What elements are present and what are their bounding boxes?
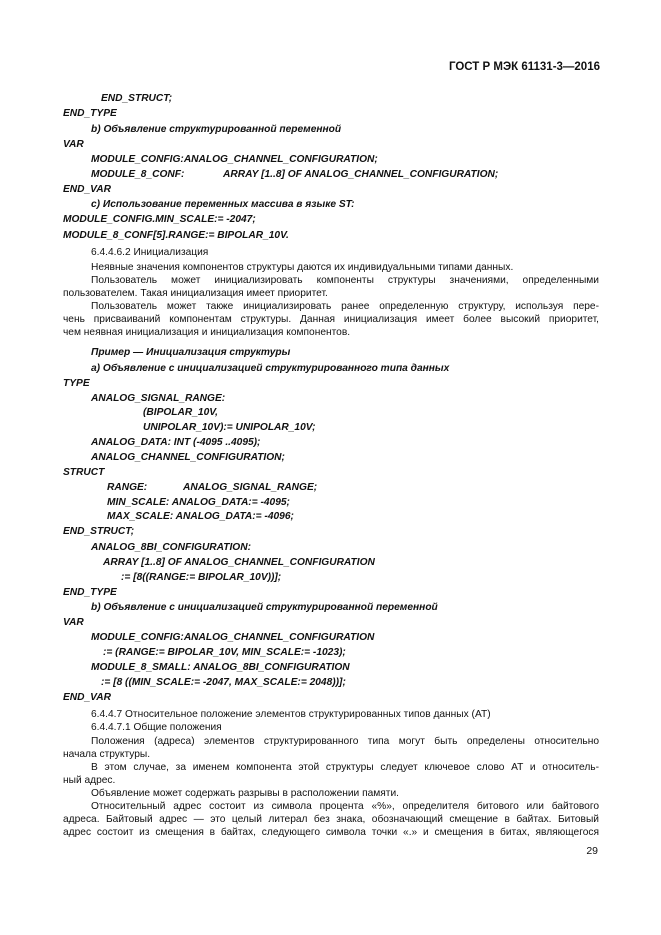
code-line: MODULE_8_SMALL: ANALOG_8BI_CONFIGURATION [91, 662, 350, 673]
paragraph-line: В этом случае, за именем компонента этой структуры следует ключевое слово AT и относитель- [91, 762, 599, 773]
paragraph-line: пользователем. Такая инициализация имеет приоритет. [63, 288, 328, 299]
paragraph-line: начала структуры. [63, 749, 151, 760]
paragraph-line: Объявление может содержать разрывы в расположении памяти. [91, 788, 399, 799]
paragraph-line: Неявные значения компонентов структуры даются их индивидуальными типами данных. [91, 262, 514, 273]
code-line: STRUCT [63, 467, 105, 478]
paragraph-line: адрес состоит из смещения в байтах, следующего символа точки «.» и смещения в битах, являющегося [63, 827, 599, 838]
code-line: RANGE: [107, 482, 148, 493]
code-line: END_TYPE [63, 587, 117, 598]
code-line: END_VAR [63, 692, 111, 703]
paragraph-line: Пользователь может инициализировать компоненты структуры значениями, определенными [91, 275, 599, 286]
code-line: VAR [63, 139, 84, 150]
paragraph-line: адреса. Байтовый адрес — это целый литерал без знака, обозначающий смещение в байтах. Битовый [63, 814, 599, 825]
code-line: ARRAY [1..8] OF ANALOG_CHANNEL_CONFIGURATION [103, 557, 375, 568]
code-line: UNIPOLAR_10V):= UNIPOLAR_10V; [143, 422, 316, 433]
code-line: (BIPOLAR_10V, [143, 407, 218, 418]
section-heading: 6.4.4.7.1 Общие положения [91, 722, 222, 733]
code-line: ANALOG_DATA: INT (-4095 ..4095); [91, 437, 261, 448]
page-number: 29 [586, 845, 598, 857]
code-line: END_STRUCT; [101, 93, 173, 104]
code-line: c) Использование переменных массива в языке ST: [91, 199, 355, 210]
code-line: := (RANGE:= BIPOLAR_10V, MIN_SCALE:= -1023); [103, 647, 346, 658]
code-line: b) Объявление с инициализацией структурированной переменной [91, 602, 438, 613]
code-line: := [8 ((MIN_SCALE:= -2047, MAX_SCALE:= 2048))]; [101, 677, 346, 688]
code-line: TYPE [63, 378, 90, 389]
code-line: MIN_SCALE: ANALOG_DATA:= -4095; [107, 497, 290, 508]
code-line: ANALOG_SIGNAL_RANGE: [91, 393, 226, 404]
code-line: ANALOG_CHANNEL_CONFIGURATION; [91, 452, 285, 463]
code-line: MODULE_8_CONF: [91, 169, 185, 180]
code-line: ANALOG_SIGNAL_RANGE; [183, 482, 318, 493]
section-heading: 6.4.4.7 Относительное положение элементов структурированных типов данных (AT) [91, 709, 491, 720]
code-line: ANALOG_8BI_CONFIGURATION: [91, 542, 251, 553]
code-line: ARRAY [1..8] OF ANALOG_CHANNEL_CONFIGURATION; [223, 169, 499, 180]
paragraph-line: ный адрес. [63, 775, 116, 786]
example-title: Пример — Инициализация структуры [91, 347, 291, 358]
paragraph-line: чень присваиваний компонентам структуры. Данная инициализация имеет более высокий приоритет, [63, 314, 599, 325]
code-line: END_VAR [63, 184, 111, 195]
code-line: MODULE_CONFIG:ANALOG_CHANNEL_CONFIGURATION; [91, 154, 378, 165]
code-line: a) Объявление с инициализацией структурированного типа данных [91, 363, 450, 374]
code-line: END_TYPE [63, 108, 117, 119]
running-header: ГОСТ Р МЭК 61131-3—2016 [448, 61, 600, 73]
paragraph-line: чем неявная инициализация и инициализация компонентов. [63, 327, 351, 338]
code-line: VAR [63, 617, 84, 628]
paragraph-line: Положения (адреса) элементов структурированного типа могут быть определены относительно [91, 736, 599, 747]
code-line: MODULE_CONFIG:ANALOG_CHANNEL_CONFIGURATION [91, 632, 375, 643]
code-line: b) Объявление структурированной переменной [91, 124, 342, 135]
code-line: MODULE_8_CONF[5].RANGE:= BIPOLAR_10V. [63, 230, 289, 241]
code-line: END_STRUCT; [63, 526, 135, 537]
paragraph-line: Относительный адрес состоит из символа процента «%», определителя битового или байтового [91, 801, 599, 812]
code-line: MAX_SCALE: ANALOG_DATA:= -4096; [107, 511, 294, 522]
code-line: := [8((RANGE:= BIPOLAR_10V))]; [121, 572, 282, 583]
code-line: MODULE_CONFIG.MIN_SCALE:= -2047; [63, 214, 256, 225]
section-heading: 6.4.4.6.2 Инициализация [91, 247, 209, 258]
paragraph-line: Пользователь может также инициализировать ранее определенную структуру, используя пере- [91, 301, 599, 312]
